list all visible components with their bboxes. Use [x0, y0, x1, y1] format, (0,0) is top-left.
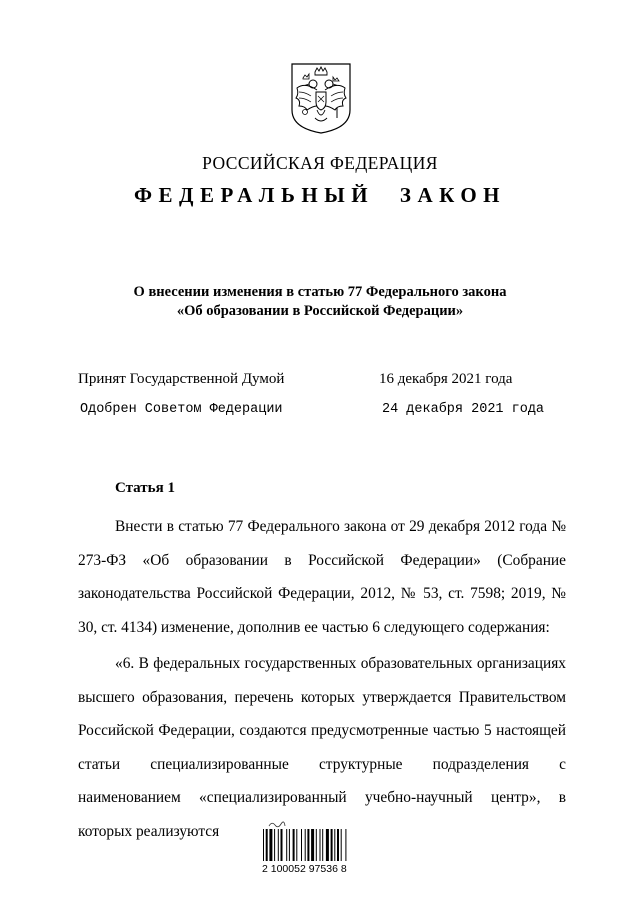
article-heading: Статья 1: [115, 480, 175, 496]
law-subject-line-2: «Об образовании в Российской Федерации»: [176, 303, 464, 319]
law-subject: [0, 283, 640, 321]
barcode-number: 2 100052 97536 8: [262, 863, 347, 875]
barcode-icon: [262, 829, 374, 866]
law-subject-line-1: О внесении изменения в статью 77 Федерального закона: [133, 284, 507, 300]
duma-adoption-label: Принят Государственной Думой: [78, 371, 285, 387]
country-name: РОССИЙСКАЯ ФЕДЕРАЦИЯ: [202, 153, 438, 173]
council-approval-date: 24 декабря 2021 года: [382, 402, 545, 417]
article-paragraph: «6. В федеральных государственных образовательных организациях высшего образования, перечень которых утверждается Правительством Российской Федерации, создаются предусмотренные частью 5 настоящей статьи специализированные структурные подразделения с наименованием «специализированный учебно-научный центр», в которых реализуются: [78, 655, 566, 840]
article-paragraph: Внести в статью 77 Федерального закона от 29 декабря 2012 года № 273-ФЗ «Об образовании в Российской Федерации» (Собрание законодательства Российской Федерации, 2012, № 53, ст. 7598; 2019, № 30, ст. 4134) изменение, дополнив ее частью 6 следующего содержания:: [78, 518, 566, 636]
document-type-title: ФЕДЕРАЛЬНЫЙ ЗАКОН: [134, 183, 506, 207]
duma-adoption-date: 16 декабря 2021 года: [379, 371, 513, 387]
council-approval-label: Одобрен Советом Федерации: [80, 402, 283, 417]
state-emblem-icon: [289, 62, 353, 134]
